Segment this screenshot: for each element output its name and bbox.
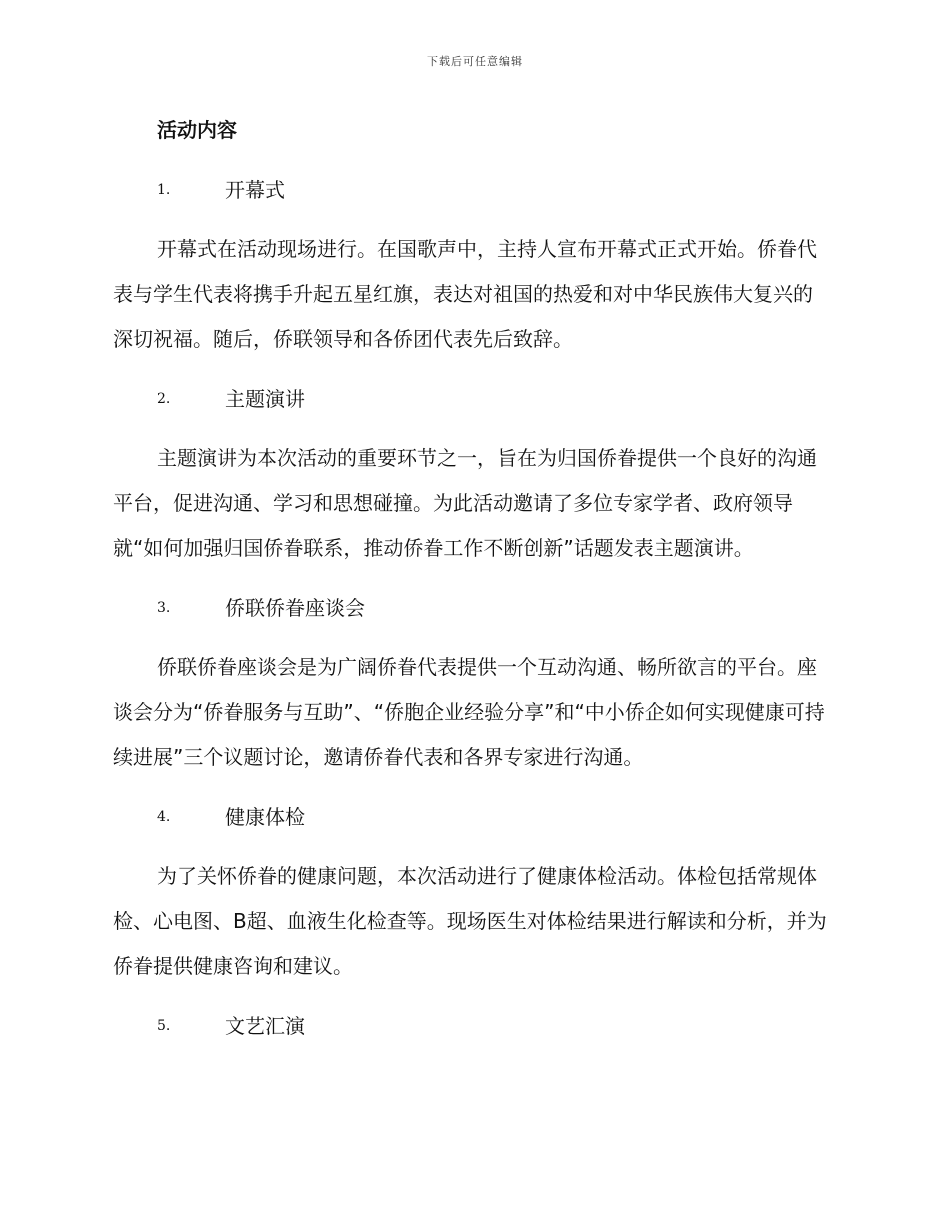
- item-number: 4.: [157, 809, 171, 825]
- item-heading-1: [157, 173, 831, 207]
- item-heading-2: [157, 382, 831, 416]
- item-heading-4: [157, 800, 831, 834]
- item-heading-label: 侨联侨眷座谈会: [225, 596, 365, 620]
- item-paragraph-2: 主题演讲为本次活动的重要环节之一，旨在为归国侨眷提供一个良好的沟通平台，促进沟通、学习和思想碰撞。为此活动邀请了多位专家学者、政府领导就“如何加强归国侨眷联系，推动侨眷工作不断创新”话题发表主题演讲。: [113, 446, 817, 560]
- page-header-note: 下载后可任意编辑: [427, 55, 523, 68]
- item-number: 5.: [157, 1018, 171, 1034]
- item-heading-label: 开幕式: [225, 178, 285, 202]
- item-number: 2.: [157, 391, 171, 407]
- item-heading-label: 主题演讲: [225, 387, 305, 411]
- item-number: 1.: [157, 182, 171, 198]
- item-heading-label: 健康体检: [225, 805, 305, 829]
- item-paragraph-3: 侨联侨眷座谈会是为广阔侨眷代表提供一个互动沟通、畅所欲言的平台。座谈会分为“侨眷服务与互助”、“侨胞企业经验分享”和“中小侨企如何实现健康可持续进展”三个议题讨论，邀请侨眷代表和各界专家进行沟通。: [113, 655, 825, 769]
- item-number: 3.: [157, 600, 171, 616]
- item-heading-3: [157, 591, 831, 625]
- document-body: [113, 113, 831, 1063]
- item-paragraph-1: 开幕式在活动现场进行。在国歌声中，主持人宣布开幕式正式开始。侨眷代表与学生代表将携手升起五星红旗，表达对祖国的热爱和对中华民族伟大复兴的深切祝福。随后，侨联领导和各侨团代表先后致辞。: [113, 237, 817, 351]
- item-heading-label: 文艺汇演: [225, 1014, 305, 1038]
- section-title: 活动内容: [157, 118, 237, 142]
- item-paragraph-4: 为了关怀侨眷的健康问题，本次活动进行了健康体检活动。体检包括常规体检、心电图、B超、血液生化检查等。现场医生对体检结果进行解读和分析，并为侨眷提供健康咨询和建议。: [113, 864, 827, 978]
- item-heading-5: [157, 1009, 831, 1043]
